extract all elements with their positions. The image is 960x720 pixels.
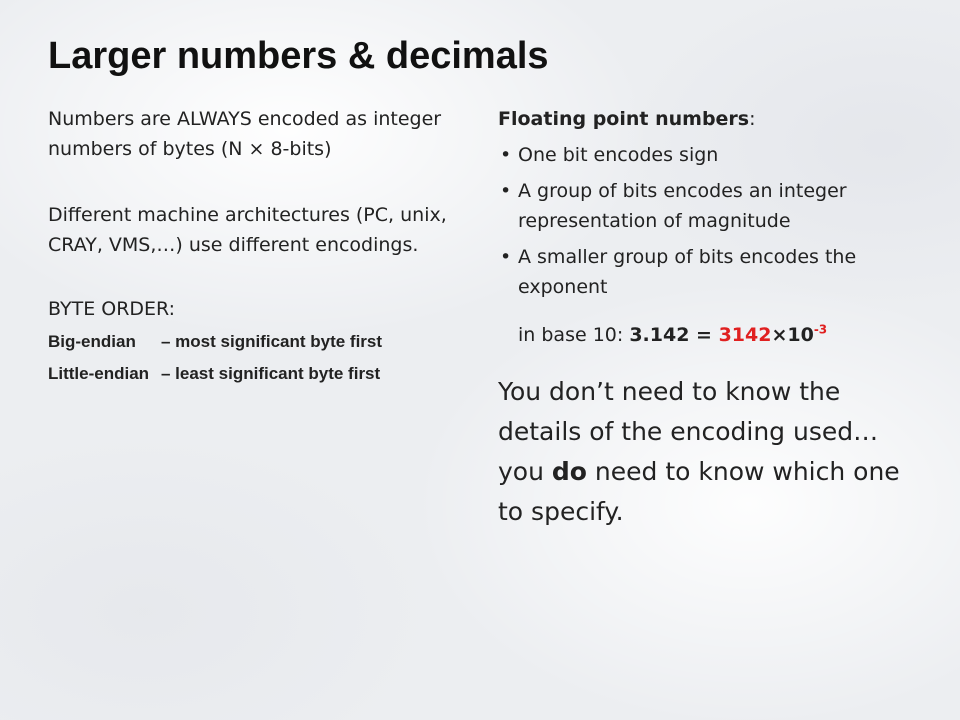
floating-point-heading — [498, 104, 908, 134]
closing-part1: You don’t need to know the details of the encoding used…you — [498, 377, 879, 486]
big-endian-term: Big-endian — [48, 332, 136, 351]
closing-part2: need to know which one to specify. — [498, 457, 900, 526]
encoding-paragraph: Numbers are ALWAYS encoded as integer numbers of bytes (N × 8-bits) — [48, 108, 442, 160]
little-endian-row — [48, 360, 478, 388]
floating-point-heading-colon: : — [749, 108, 756, 130]
floating-point-bullets — [498, 140, 908, 302]
bullet-sign — [498, 140, 908, 170]
bullet-magnitude — [498, 176, 908, 236]
big-endian-desc: – most significant byte first — [161, 332, 383, 351]
base10-value: 3.142 = — [629, 324, 719, 346]
floating-point-heading-text: Floating point numbers — [498, 108, 750, 130]
little-endian-desc: – least significant byte first — [161, 364, 381, 383]
bullet-sign-text: One bit encodes sign — [518, 144, 719, 166]
left-column — [48, 104, 478, 388]
base10-exponent: -3 — [813, 322, 828, 337]
closing-statement — [498, 372, 908, 532]
base10-mantissa: 3142 — [718, 324, 772, 346]
base10-prefix: in base 10: — [518, 324, 630, 346]
bullet-dot-icon: • — [500, 180, 512, 202]
base10-times: ×10 — [771, 324, 814, 346]
slide-title: Larger numbers & decimals — [48, 35, 549, 77]
bullet-magnitude-text: A group of bits encodes an integer representation of magnitude — [518, 180, 847, 232]
bullet-exponent — [498, 242, 908, 302]
little-endian-term: Little-endian — [48, 364, 150, 383]
byte-order-heading: BYTE ORDER: — [48, 298, 176, 320]
base10-example — [498, 320, 908, 350]
bullet-exponent-text: A smaller group of bits encodes the exponent — [518, 246, 857, 298]
closing-emphasis: do — [551, 457, 587, 486]
architectures-paragraph: Different machine architectures (PC, unix, CRAY, VMS,…) use different encodings. — [48, 204, 447, 256]
bullet-dot-icon: • — [500, 144, 512, 166]
bullet-dot-icon: • — [500, 246, 512, 268]
right-column — [498, 104, 908, 532]
big-endian-row — [48, 328, 478, 356]
